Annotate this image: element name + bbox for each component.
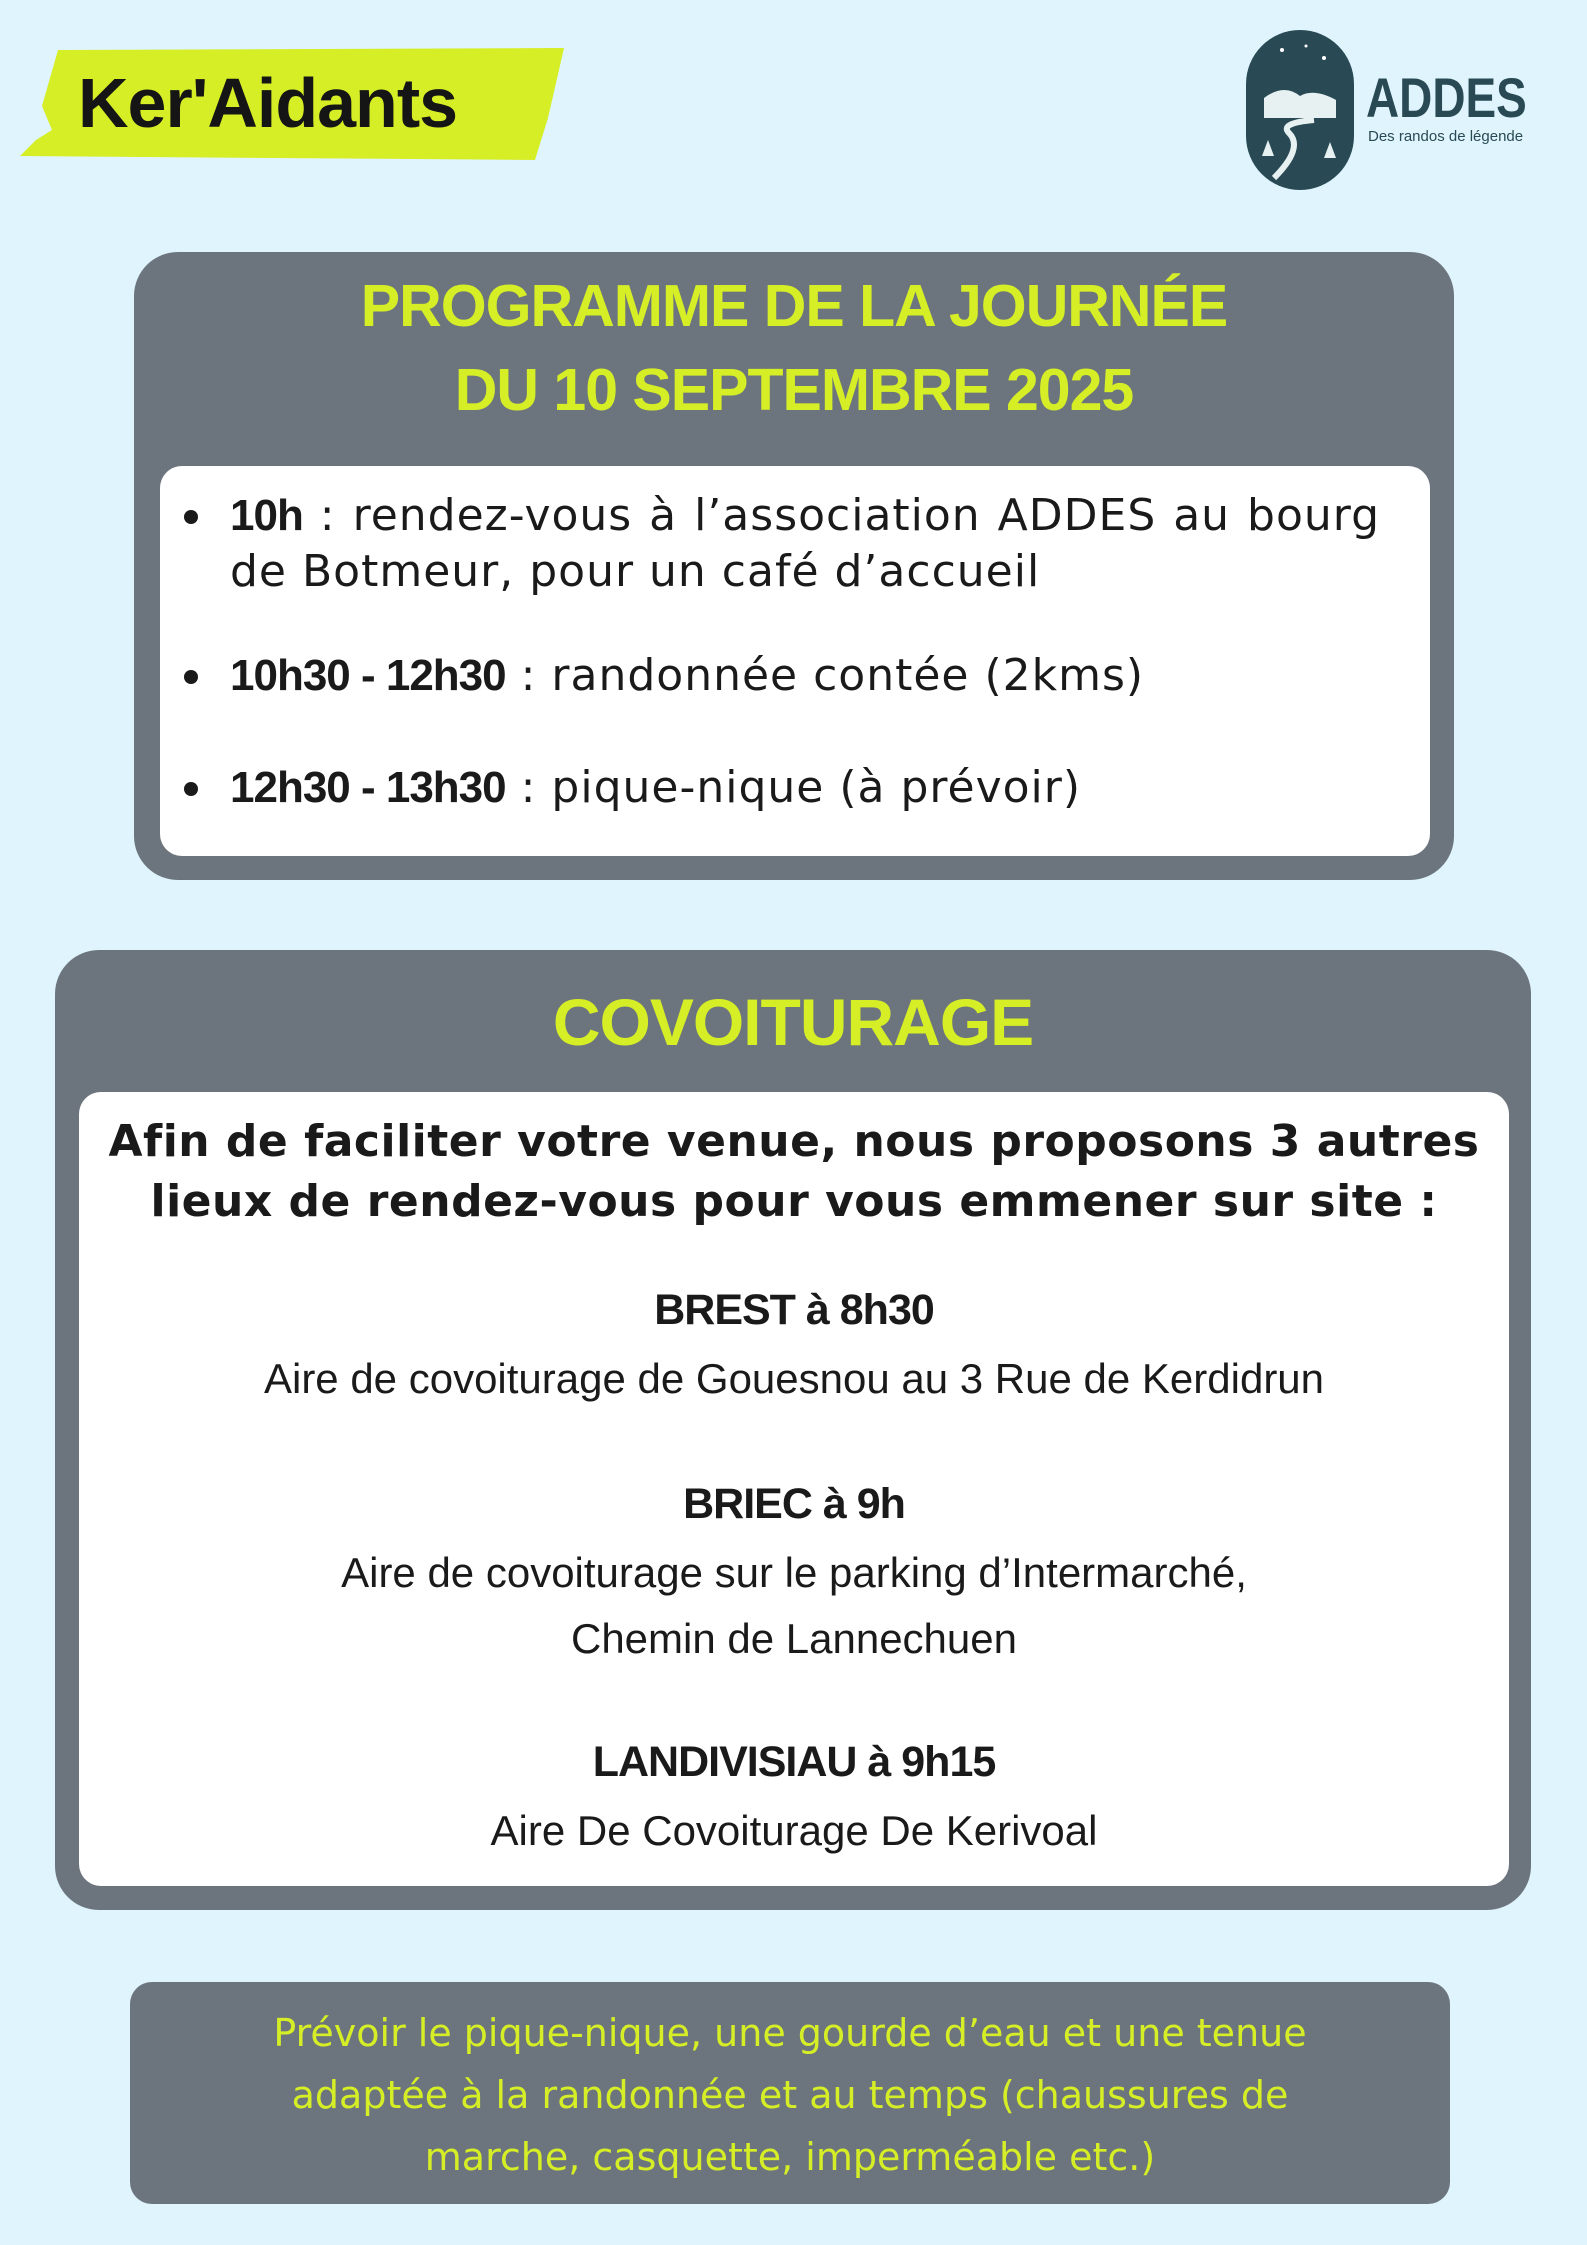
equipment-note bbox=[130, 1982, 1450, 2204]
schedule-item bbox=[230, 760, 1380, 816]
schedule-description: : pique-nique (à prévoir) bbox=[505, 762, 1082, 813]
covoiturage-intro bbox=[79, 1112, 1509, 1232]
keraidants-logo bbox=[20, 48, 565, 160]
programme-title-line2: DU 10 SEPTEMBRE 2025 bbox=[454, 357, 1134, 423]
programme-title bbox=[134, 264, 1454, 432]
bullet-icon bbox=[184, 670, 198, 684]
bullet-icon bbox=[184, 782, 198, 796]
keraidants-logo-text: Ker'Aidants bbox=[78, 64, 458, 142]
schedule-time: 12h30 - 13h30 bbox=[230, 763, 506, 812]
place-name-briec: BRIEC à 9h bbox=[683, 1480, 905, 1528]
equipment-note-text bbox=[170, 2002, 1410, 2188]
addes-logo bbox=[1244, 28, 1527, 192]
covoiturage-card bbox=[79, 1092, 1509, 1886]
place-address-briec-line2: Chemin de Lannechuen bbox=[570, 1615, 1017, 1662]
note-line2: adaptée à la randonnée et au temps (chaussures de bbox=[291, 2073, 1289, 2117]
covoiturage-title: COVOITURAGE bbox=[552, 985, 1034, 1059]
place-name-brest: BREST à 8h30 bbox=[654, 1286, 934, 1334]
addes-logo-name: ADDES bbox=[1366, 66, 1527, 129]
programme-panel bbox=[134, 252, 1454, 880]
place-address-brest: Aire de covoiturage de Gouesnou au 3 Rue de Kerdidrun bbox=[263, 1355, 1325, 1402]
programme-title-line1: PROGRAMME DE LA JOURNÉE bbox=[360, 273, 1228, 339]
bullet-icon bbox=[184, 510, 198, 524]
schedule-item bbox=[230, 488, 1380, 600]
place-name-landivisiau: LANDIVISIAU à 9h15 bbox=[592, 1738, 996, 1786]
schedule-time: 10h bbox=[230, 491, 303, 540]
note-line3: marche, casquette, imperméable etc.) bbox=[424, 2135, 1156, 2179]
schedule-description: : rendez-vous à l’association ADDES au bourg de Botmeur, pour un café d’accueil bbox=[230, 490, 1380, 597]
place-address-landivisiau: Aire De Covoiturage De Kerivoal bbox=[490, 1807, 1098, 1854]
note-line1: Prévoir le pique-nique, une gourde d’eau et une tenue bbox=[273, 2011, 1307, 2055]
programme-card bbox=[160, 466, 1430, 856]
schedule-item bbox=[230, 648, 1380, 704]
intro-line1: Afin de faciliter votre venue, nous proposons 3 autres bbox=[108, 1116, 1480, 1167]
intro-line2: lieux de rendez-vous pour vous emmener sur site : bbox=[150, 1176, 1438, 1227]
addes-logo-tagline: Des randos de légende bbox=[1368, 128, 1524, 145]
covoiturage-panel bbox=[55, 950, 1531, 1910]
schedule-description: : randonnée contée (2kms) bbox=[505, 650, 1145, 701]
schedule-time: 10h30 - 12h30 bbox=[230, 651, 506, 700]
addes-badge-icon bbox=[1244, 28, 1356, 192]
place-address-briec-line1: Aire de covoiturage sur le parking d’Intermarché, bbox=[341, 1549, 1247, 1596]
